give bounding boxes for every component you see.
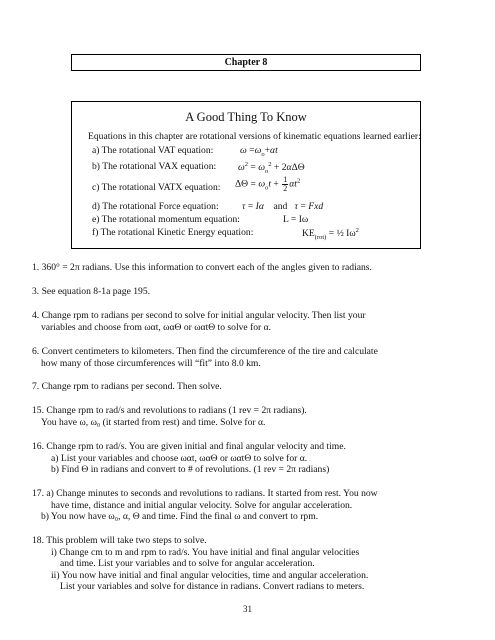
hint-line: have time, distance and initial angular velocity. Solve for angular acceleration. — [51, 499, 353, 511]
hint-line: how many of those circumferences will “fit” into 8.0 km. — [41, 357, 261, 369]
chapter-heading: Chapter 8 — [71, 54, 421, 71]
equation-force — [92, 201, 324, 212]
equation-formula: $\omega =\omega_o+\alpha t$ — [240, 145, 278, 158]
equation-label: e) The rotational momentum equation: — [92, 214, 240, 225]
hint-line: ii) You now have initial and final angular velocities, time and angular acceleration. — [51, 569, 369, 581]
page-number: 31 — [243, 604, 252, 614]
hint-line: 16. Change rpm to rad/s. You are given initial and final angular velocity and time. — [32, 441, 346, 452]
hint-line: 15. Change rpm to rad/s and revolutions to radians (1 rev = 2π radians). — [32, 405, 307, 416]
hint-line: a) List your variables and choose ωαt, ωαΘ or ωαtΘ to solve for α. — [51, 452, 308, 464]
hint-item-7 — [32, 381, 480, 393]
hint-line: and time. List your variables and to solve for angular acceleration. — [60, 558, 315, 569]
equation-formula: $KE_{(rot)}$ = ½ $I\omega^2$ — [302, 227, 359, 242]
hint-item-15 — [32, 405, 480, 428]
equation-vat — [92, 145, 278, 158]
equation-formula: $\omega^2 = \omega_o^2 + 2\alpha\Delta\Theta$ — [238, 161, 305, 176]
hint-item-4 — [32, 310, 480, 333]
equation-formula: L = Iω — [283, 214, 309, 225]
hint-line: b) Find Θ in radians and convert to # of revolutions. (1 rev = 2π radians) — [51, 464, 330, 475]
hint-line: List your variables and solve for distance in radians. Convert radians to meters. — [60, 581, 365, 592]
hint-line: 4. Change rpm to radians per second to solve for initial angular velocity. Then list your — [32, 310, 366, 321]
equation-kinetic-energy — [92, 227, 359, 242]
equation-label: b) The rotational VAX equation: — [92, 161, 217, 172]
hint-line: 6. Convert centimeters to kilometers. Then find the circumference of the tire and calculate — [32, 346, 378, 357]
hint-line: variables and choose from ωαt, ωαΘ or ωαtΘ to solve for α. — [41, 321, 272, 333]
good-thing-box — [71, 101, 421, 249]
equation-label: c) The rotational VATX equation: — [92, 182, 221, 193]
equation-formula: $\Delta\Theta = \omega_ot$ + $\frac{1}{2}$ $\alpha t^2$ — [235, 175, 301, 193]
hint-item-17 — [32, 488, 480, 523]
hint-line: 1. 360° = 2π radians. Use this information to convert each of the angles given to radians. — [32, 262, 372, 273]
equation-label: f) The rotational Kinetic Energy equation: — [92, 227, 254, 238]
hint-line: 7. Change rpm to radians per second. Then solve. — [32, 381, 222, 392]
hint-item-6 — [32, 346, 480, 369]
equation-label: d) The rotational Force equation: — [92, 201, 219, 212]
equation-label: a) The rotational VAT equation: — [92, 145, 214, 156]
hint-line: 3. See equation 8-1a page 195. — [32, 286, 151, 297]
box-intro: Equations in this chapter are rotational versions of kinematic equations learned earlier: — [88, 131, 421, 142]
hint-item-1 — [32, 262, 480, 274]
box-title: A Good Thing To Know — [185, 110, 307, 124]
hint-item-16 — [32, 441, 480, 476]
hint-line: 17. a) Change minutes to seconds and revolutions to radians. It started from rest. You now — [32, 488, 378, 499]
equation-formula: τ = Iα and τ = Fxd — [242, 201, 324, 212]
hint-line: You have ω, ω₀ (it started from rest) and time. Solve for α. — [41, 416, 266, 428]
hint-line: b) You now have ω₀, α, Θ and time. Find the final ω and convert to rpm. — [41, 511, 319, 522]
equation-vatx — [92, 175, 301, 193]
equation-vax — [92, 161, 305, 176]
hint-line: 18. This problem will take two steps to solve. — [32, 535, 207, 546]
hint-item-18 — [32, 535, 480, 593]
hint-item-3 — [32, 286, 480, 298]
equation-momentum — [92, 214, 309, 225]
hint-line: i) Change cm to m and rpm to rad/s. You have initial and final angular velocities — [51, 546, 360, 558]
